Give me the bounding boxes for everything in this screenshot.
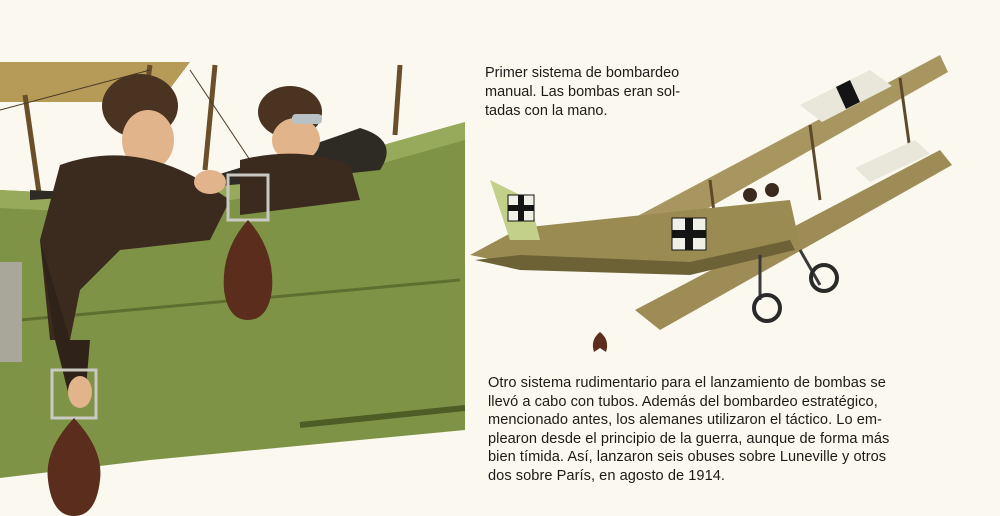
pilot-hand (68, 376, 92, 408)
bracing-wire (190, 70, 250, 160)
caption-line: mencionado antes, los alemanes utilizaron el táctico. Lo em- (488, 412, 882, 429)
wing-strut (205, 65, 215, 170)
caption-line: bien tímida. Así, lanzaron seis obuses sobre Luneville y otros (488, 449, 887, 466)
caption-line: Otro sistema rudimentario para el lanzamiento de bombas se (488, 375, 886, 391)
fuselage-cross (672, 230, 706, 238)
caption-line: plearon desde el principio de la guerra, aunque de forma más (488, 430, 890, 447)
top-caption: Primer sistema de bombardeo manual. Las bombas eran sol- tadas con la mano. (485, 65, 681, 119)
side-hatch (0, 262, 22, 362)
goggles (292, 114, 322, 124)
caption-line: dos sobre París, en agosto de 1914. (488, 467, 726, 484)
bottom-caption (488, 374, 958, 486)
crewman (765, 183, 779, 197)
wing-strut (395, 65, 400, 135)
falling-bomb (593, 332, 607, 352)
manual-bombing-illustration (0, 40, 465, 516)
crewman (743, 188, 757, 202)
caption-line: llevó a cabo con tubos. Además del bombardeo estratégico, (488, 393, 878, 410)
pilot-hand (194, 170, 226, 194)
wing-strut (25, 95, 40, 200)
tail-cross (508, 205, 534, 211)
wheel (754, 295, 780, 321)
